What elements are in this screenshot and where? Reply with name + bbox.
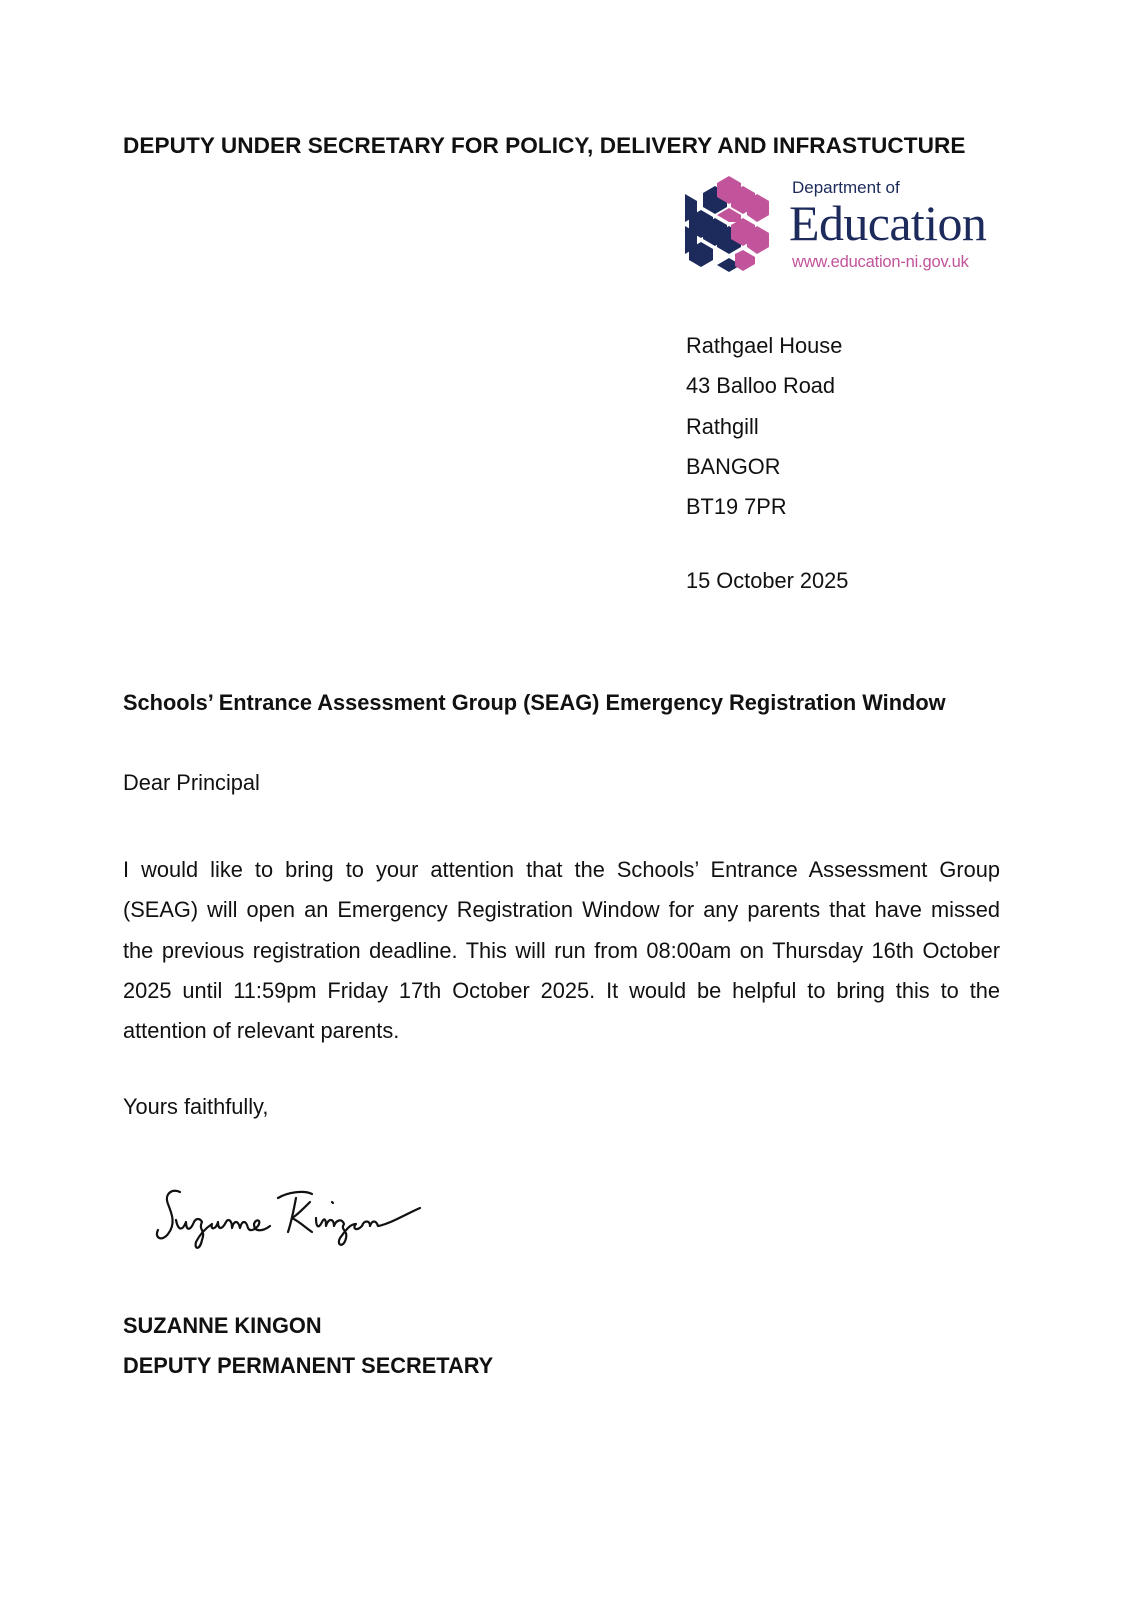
- handwritten-signature-icon: [150, 1180, 450, 1255]
- sender-address: [686, 326, 842, 527]
- office-heading: DEPUTY UNDER SECRETARY FOR POLICY, DELIVERY AND INFRASTUCTURE: [123, 133, 966, 158]
- logo-department-of: Department of: [792, 178, 900, 197]
- letter-date: 15 October 2025: [686, 568, 849, 593]
- address-line: Rathgill: [686, 413, 759, 439]
- address-line: 43 Balloo Road: [686, 373, 836, 399]
- signatory-name: SUZANNE KINGON: [123, 1313, 322, 1338]
- letter-body: I would like to bring to your attention that the Schools’ Entrance Assessment Group (SEAG) will open an Emergency Registration Window for any parents that have missed the previous registration deadline. This will run from 08:00am on Thursday 16th October 2025 until 11:59pm Friday 17th October 2025. It would be helpful to bring this to the attention of relevant parents.: [123, 857, 1000, 1044]
- logo-education: Education: [789, 195, 987, 251]
- closing: Yours faithfully,: [123, 1094, 269, 1119]
- department-logo: [685, 172, 1005, 276]
- signatory-title: DEPUTY PERMANENT SECRETARY: [123, 1353, 494, 1378]
- logo-website-url: www.education-ni.gov.uk: [792, 253, 969, 271]
- salutation: Dear Principal: [123, 770, 260, 795]
- hexagon-cluster-logo-icon: [685, 176, 773, 272]
- address-line: BT19 7PR: [686, 494, 787, 520]
- letter-subject: Schools’ Entrance Assessment Group (SEAG) Emergency Registration Window: [123, 690, 946, 715]
- address-line: Rathgael House: [686, 333, 843, 358]
- address-line: BANGOR: [686, 453, 781, 479]
